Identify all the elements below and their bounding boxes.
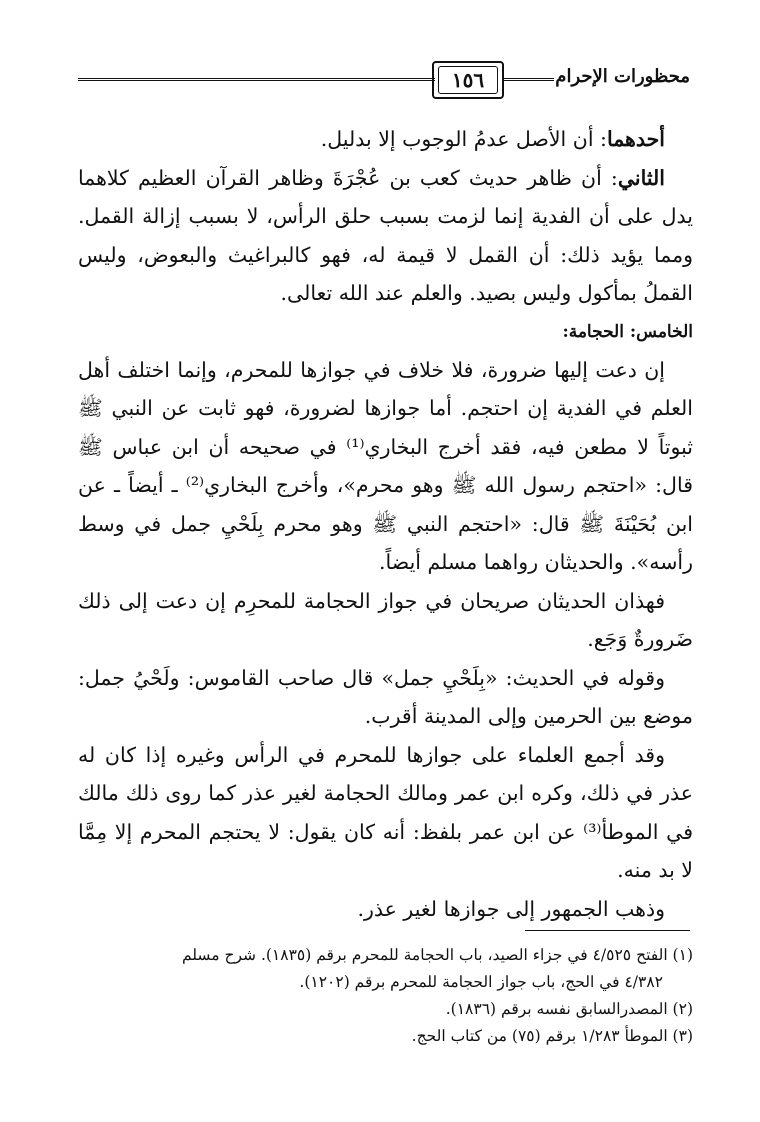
footnote-1: (١) الفتح ٤/٥٢٥ في جزاء الصيد، باب الحجامة للمحرم برقم (١٨٣٥). شرح مسلم xyxy=(181,946,693,964)
header-rule-right xyxy=(504,78,554,85)
paragraph-first-argument xyxy=(78,120,693,159)
footnote-separator xyxy=(525,930,690,931)
header-rule-left xyxy=(78,78,435,85)
argument-text-second: : أن ظاهر حديث كعب بن عُجْرَةَ وظاهر القرآن العظيم كلاهما يدل على أن الفدية إنما لزمت بسبب حلق الرأس، لا بسبب إزالة القمل. ومما يؤيد ذلك: أن القمل لا قيمة له، فهو كالبراغيث والبعوض، وليس القملُ بمأكول وليس بصيد. والعلم عند الله تعالى. xyxy=(78,165,693,305)
paragraph-lahy-jamal: وقوله في الحديث: «بِلَحْيِ جمل» قال صاحب القاموس: ولَحْيُ جمل: موضع بين الحرمين وإلى المدينة أقرب. xyxy=(78,665,693,728)
argument-label-second: الثاني xyxy=(617,165,665,190)
page-number: ١٥٦ xyxy=(438,66,498,94)
footnotes xyxy=(78,942,693,1050)
paragraph-second-argument xyxy=(78,159,693,313)
page-header xyxy=(78,60,690,106)
paragraph-consensus: وقد أجمع العلماء على جوازها للمحرم في الرأس وغيره إذا كان له عذر في ذلك، وكره ابن عمر ومالك الحجامة لغير عذر كما روى ذلك مالك في الموطأ⁽³⁾ عن ابن عمر بلفظ: أنه كان يقول: لا يحتجم المحرم إلا مِمَّا لا بد منه. xyxy=(78,742,693,882)
running-title: محظورات الإحرام xyxy=(555,66,690,87)
argument-text-first: : أن الأصل عدمُ الوجوب إلا بدليل. xyxy=(320,127,607,151)
page-number-frame xyxy=(432,61,504,99)
section-heading: الخامس: الحجامة: xyxy=(562,321,693,342)
argument-label-first: أحدهما xyxy=(606,127,665,151)
paragraph-hijama: إن دعت إليها ضرورة، فلا خلاف في جوازها للمحرم، وإنما اختلف أهل العلم في الفدية إن احتجم. أما جوازها لضرورة، فهو ثابت عن النبي ﷺ ثبوتاً لا مطعن فيه، فقد أخرج البخاري⁽¹⁾ في صحيحه أن ابن عباس ﷺ قال: «احتجم رسول الله ﷺ وهو محرم»، وأخرج البخاري⁽²⁾ ـ أيضاً ـ عن ابن بُحَيْنَةَ ﷺ قال: «احتجم النبي ﷺ وهو محرم بِلَحْيِ جمل في وسط رأسه». والحديثان رواهما مسلم أيضاً. xyxy=(78,357,694,574)
paragraph-two-hadiths: فهذان الحديثان صريحان في جواز الحجامة للمحرِم إن دعت إلى ذلك ضَرورةٌ وَجَع. xyxy=(78,588,693,651)
paragraph-majority: وذهب الجمهور إلى جوازها لغير عذر. xyxy=(357,896,665,921)
footnote-2: (٢) المصدرالسابق نفسه برقم (١٨٣٦). xyxy=(445,1000,693,1018)
main-text xyxy=(78,120,693,928)
footnote-3: (٣) الموطأ ١/٢٨٣ برقم (٧٥) من كتاب الحج. xyxy=(411,1027,693,1045)
footnote-1-continued: ٤/٣٨٢ في الحج، باب جواز الحجامة للمحرم برقم (١٢٠٢). xyxy=(299,973,663,991)
